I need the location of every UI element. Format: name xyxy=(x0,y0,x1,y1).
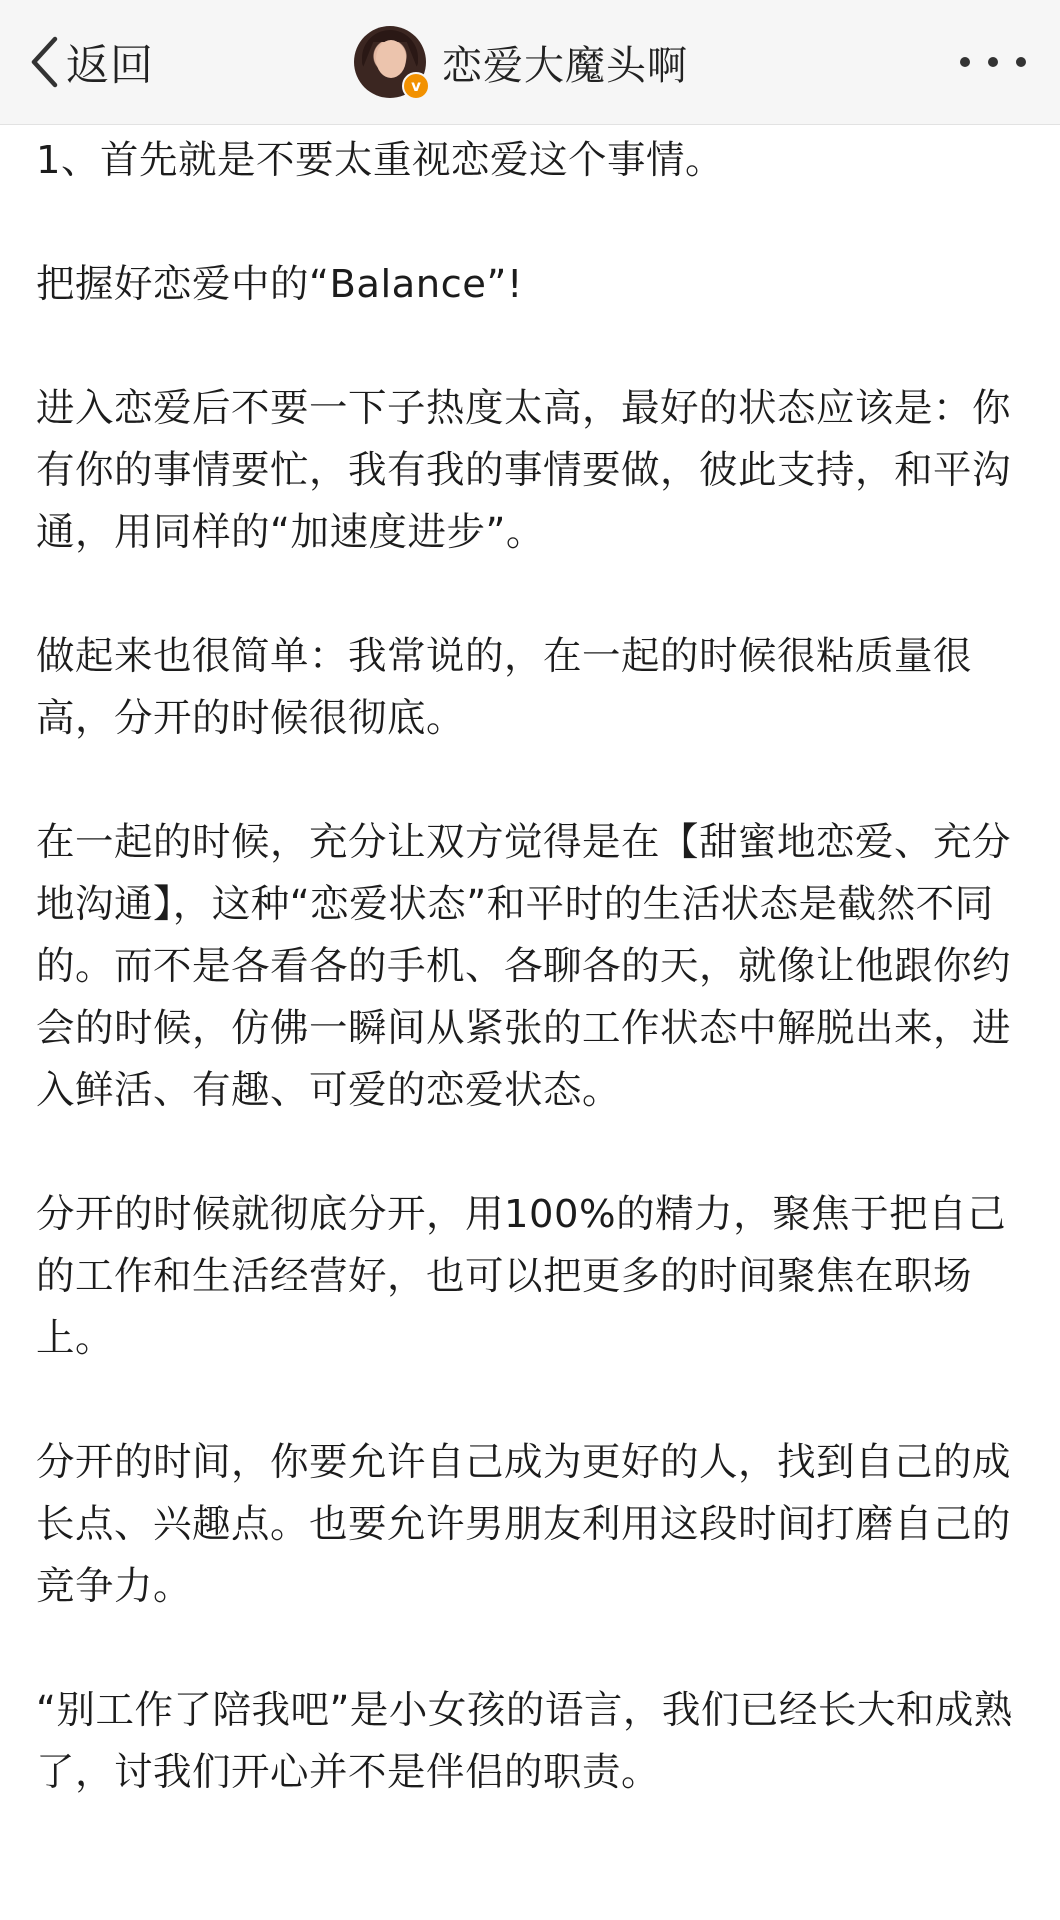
more-options-button[interactable] xyxy=(960,52,1026,72)
back-label: 返回 xyxy=(66,40,154,91)
paragraph: 做起来也很简单：我常说的，在一起的时候很粘质量很高，分开的时候很彻底。 xyxy=(36,634,973,741)
article-body xyxy=(36,130,1031,1804)
account-name: 恋爱大魔头啊 xyxy=(442,42,688,89)
back-button[interactable] xyxy=(30,30,154,94)
nav-bar xyxy=(0,0,1060,125)
paragraph: 在一起的时候，充分让双方觉得是在【甜蜜地恋爱、充分地沟通】，这种“恋爱状态”和平时的生活状态是截然不同的。而不是各看各的手机、各聊各的天，就像让他跟你约会的时候，仿佛一瞬间从紧张的工作状态中解脱出来，进入鲜活、有趣、可爱的恋爱状态。 xyxy=(36,820,1012,1113)
paragraph: 进入恋爱后不要一下子热度太高，最好的状态应该是：你有你的事情要忙，我有我的事情要做，彼此支持，和平沟通，用同样的“加速度进步”。 xyxy=(36,386,1012,555)
more-dots-icon xyxy=(960,57,970,67)
paragraph: 1、首先就是不要太重视恋爱这个事情。 xyxy=(36,138,724,183)
paragraph: “别工作了陪我吧”是小女孩的语言，我们已经长大和成熟了，讨我们开心并不是伴侣的职责。 xyxy=(36,1688,1013,1795)
paragraph: 分开的时候就彻底分开，用100%的精力，聚焦于把自己的工作和生活经营好，也可以把更多的时间聚焦在职场上。 xyxy=(36,1192,1007,1361)
paragraph: 把握好恋爱中的“Balance”! xyxy=(36,262,523,307)
avatar[interactable] xyxy=(354,26,426,98)
account-title[interactable] xyxy=(354,24,688,100)
verified-badge-icon: v xyxy=(402,72,430,100)
paragraph: 分开的时间，你要允许自己成为更好的人，找到自己的成长点、兴趣点。也要允许男朋友利用这段时间打磨自己的竞争力。 xyxy=(36,1440,1012,1609)
chevron-left-icon xyxy=(30,36,60,88)
